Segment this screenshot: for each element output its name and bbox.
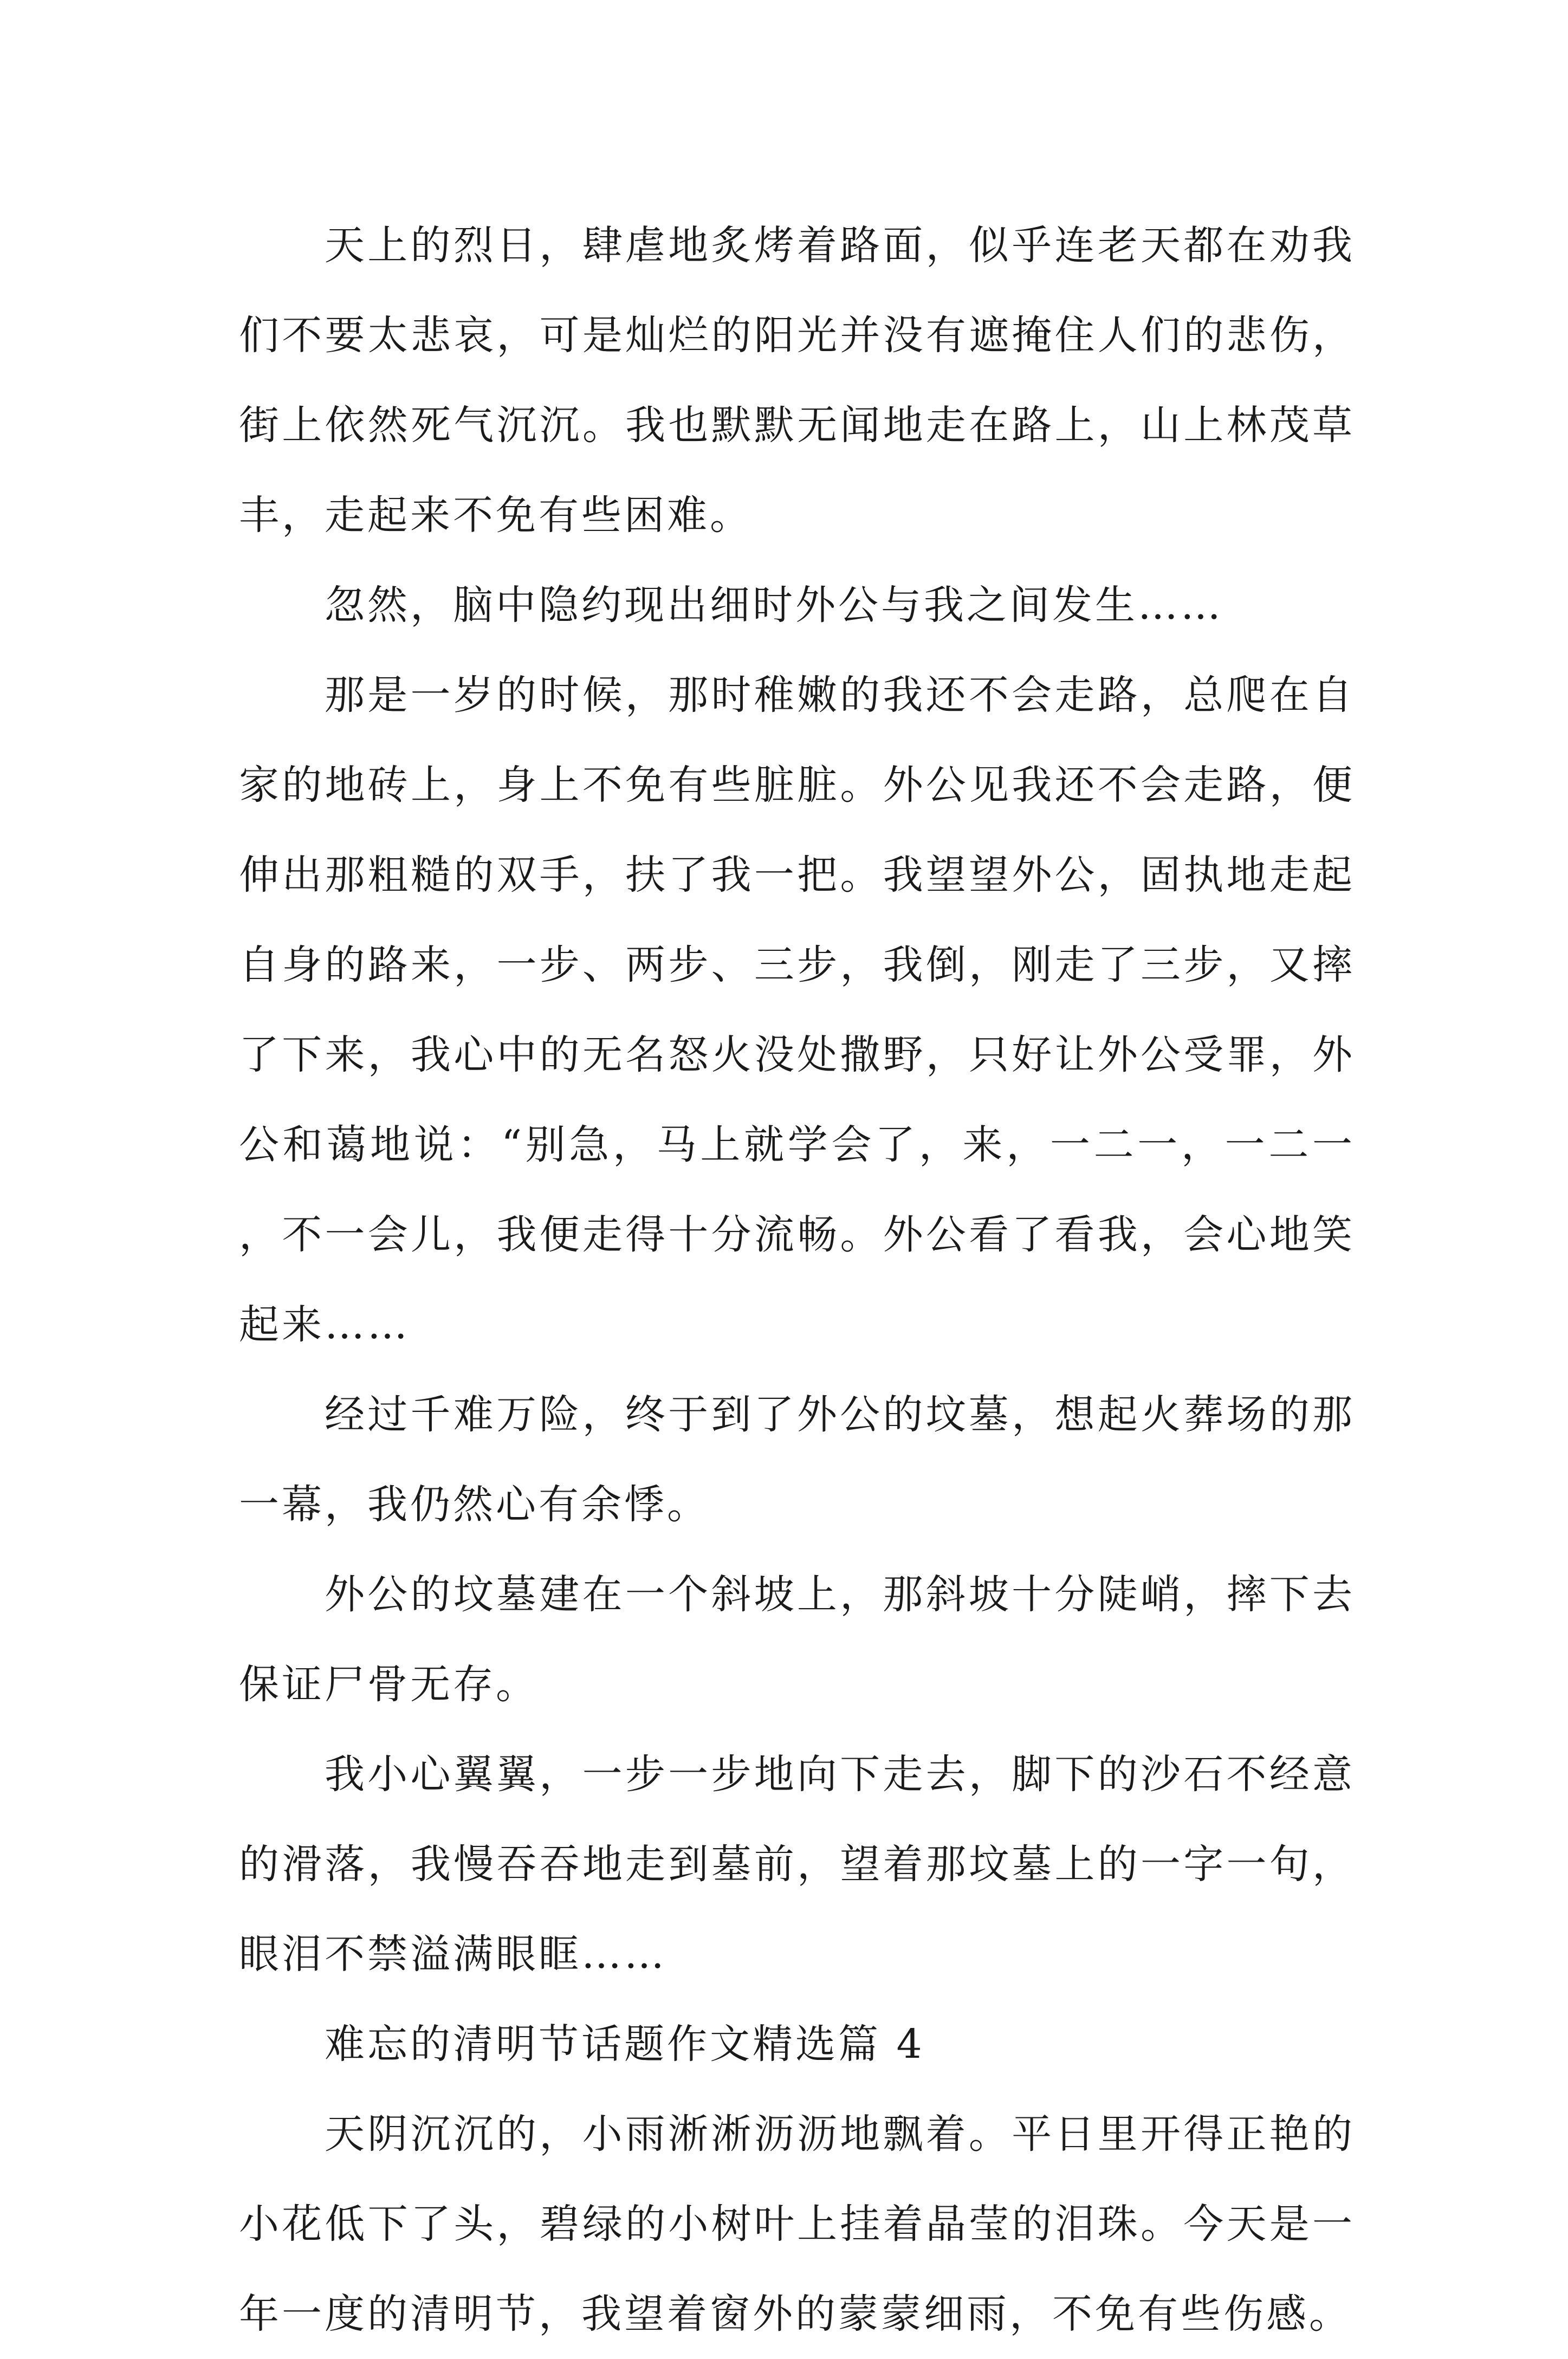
paragraph-2: 忽然，脑中隐约现出细时外公与我之间发生……	[325, 582, 1223, 628]
paragraph-7: 天阴沉沉的，小雨淅淅沥沥地飘着。平日里开得正艳的小花低下了头，碧绿的小树叶上挂着晶莹的泪珠。今天是一年一度的清明节，我望着窗外的蒙蒙细雨，不免有些伤感。	[239, 2111, 1355, 2337]
paragraph-5: 外公的坟墓建在一个斜坡上，那斜坡十分陡峭，摔下去保证尸骨无存。	[239, 1571, 1355, 1708]
paragraph-1: 天上的烈日，肆虐地炙烤着路面，似乎连老天都在劝我们不要太悲哀，可是灿烂的阳光并没有遮掩住人们的悲伤，街上依然死气沉沉。我也默默无闻地走在路上，山上林茂草丰，走起来不免有些困难。	[239, 222, 1355, 539]
section-heading: 难忘的清明节话题作文精选篇 4	[325, 2021, 925, 2068]
paragraph-6: 我小心翼翼，一步一步地向下走去，脚下的沙石不经意的滑落，我慢吞吞地走到墓前，望着那坟墓上的一字一句，眼泪不禁溢满眼眶……	[239, 1751, 1355, 1978]
paragraph-3: 那是一岁的时候，那时稚嫩的我还不会走路，总爬在自家的地砖上，身上不免有些脏脏。外公见我还不会走路，便伸出那粗糙的双手，扶了我一把。我望望外公，固执地走起自身的路来，一步、两步、三步，我倒，刚走了三步，又摔了下来，我心中的无名怒火没处撒野，只好让外公受罪，外公和蔼地说：“别急，马上就学会了，来，一二一，一二一，不一会儿，我便走得十分流畅。外公看了看我，会心地笑起来……	[239, 672, 1355, 1348]
essay-body	[239, 200, 1355, 2359]
paragraph-4: 经过千难万险，终于到了外公的坟墓，想起火葬场的那一幕，我仍然心有余悸。	[239, 1391, 1355, 1528]
